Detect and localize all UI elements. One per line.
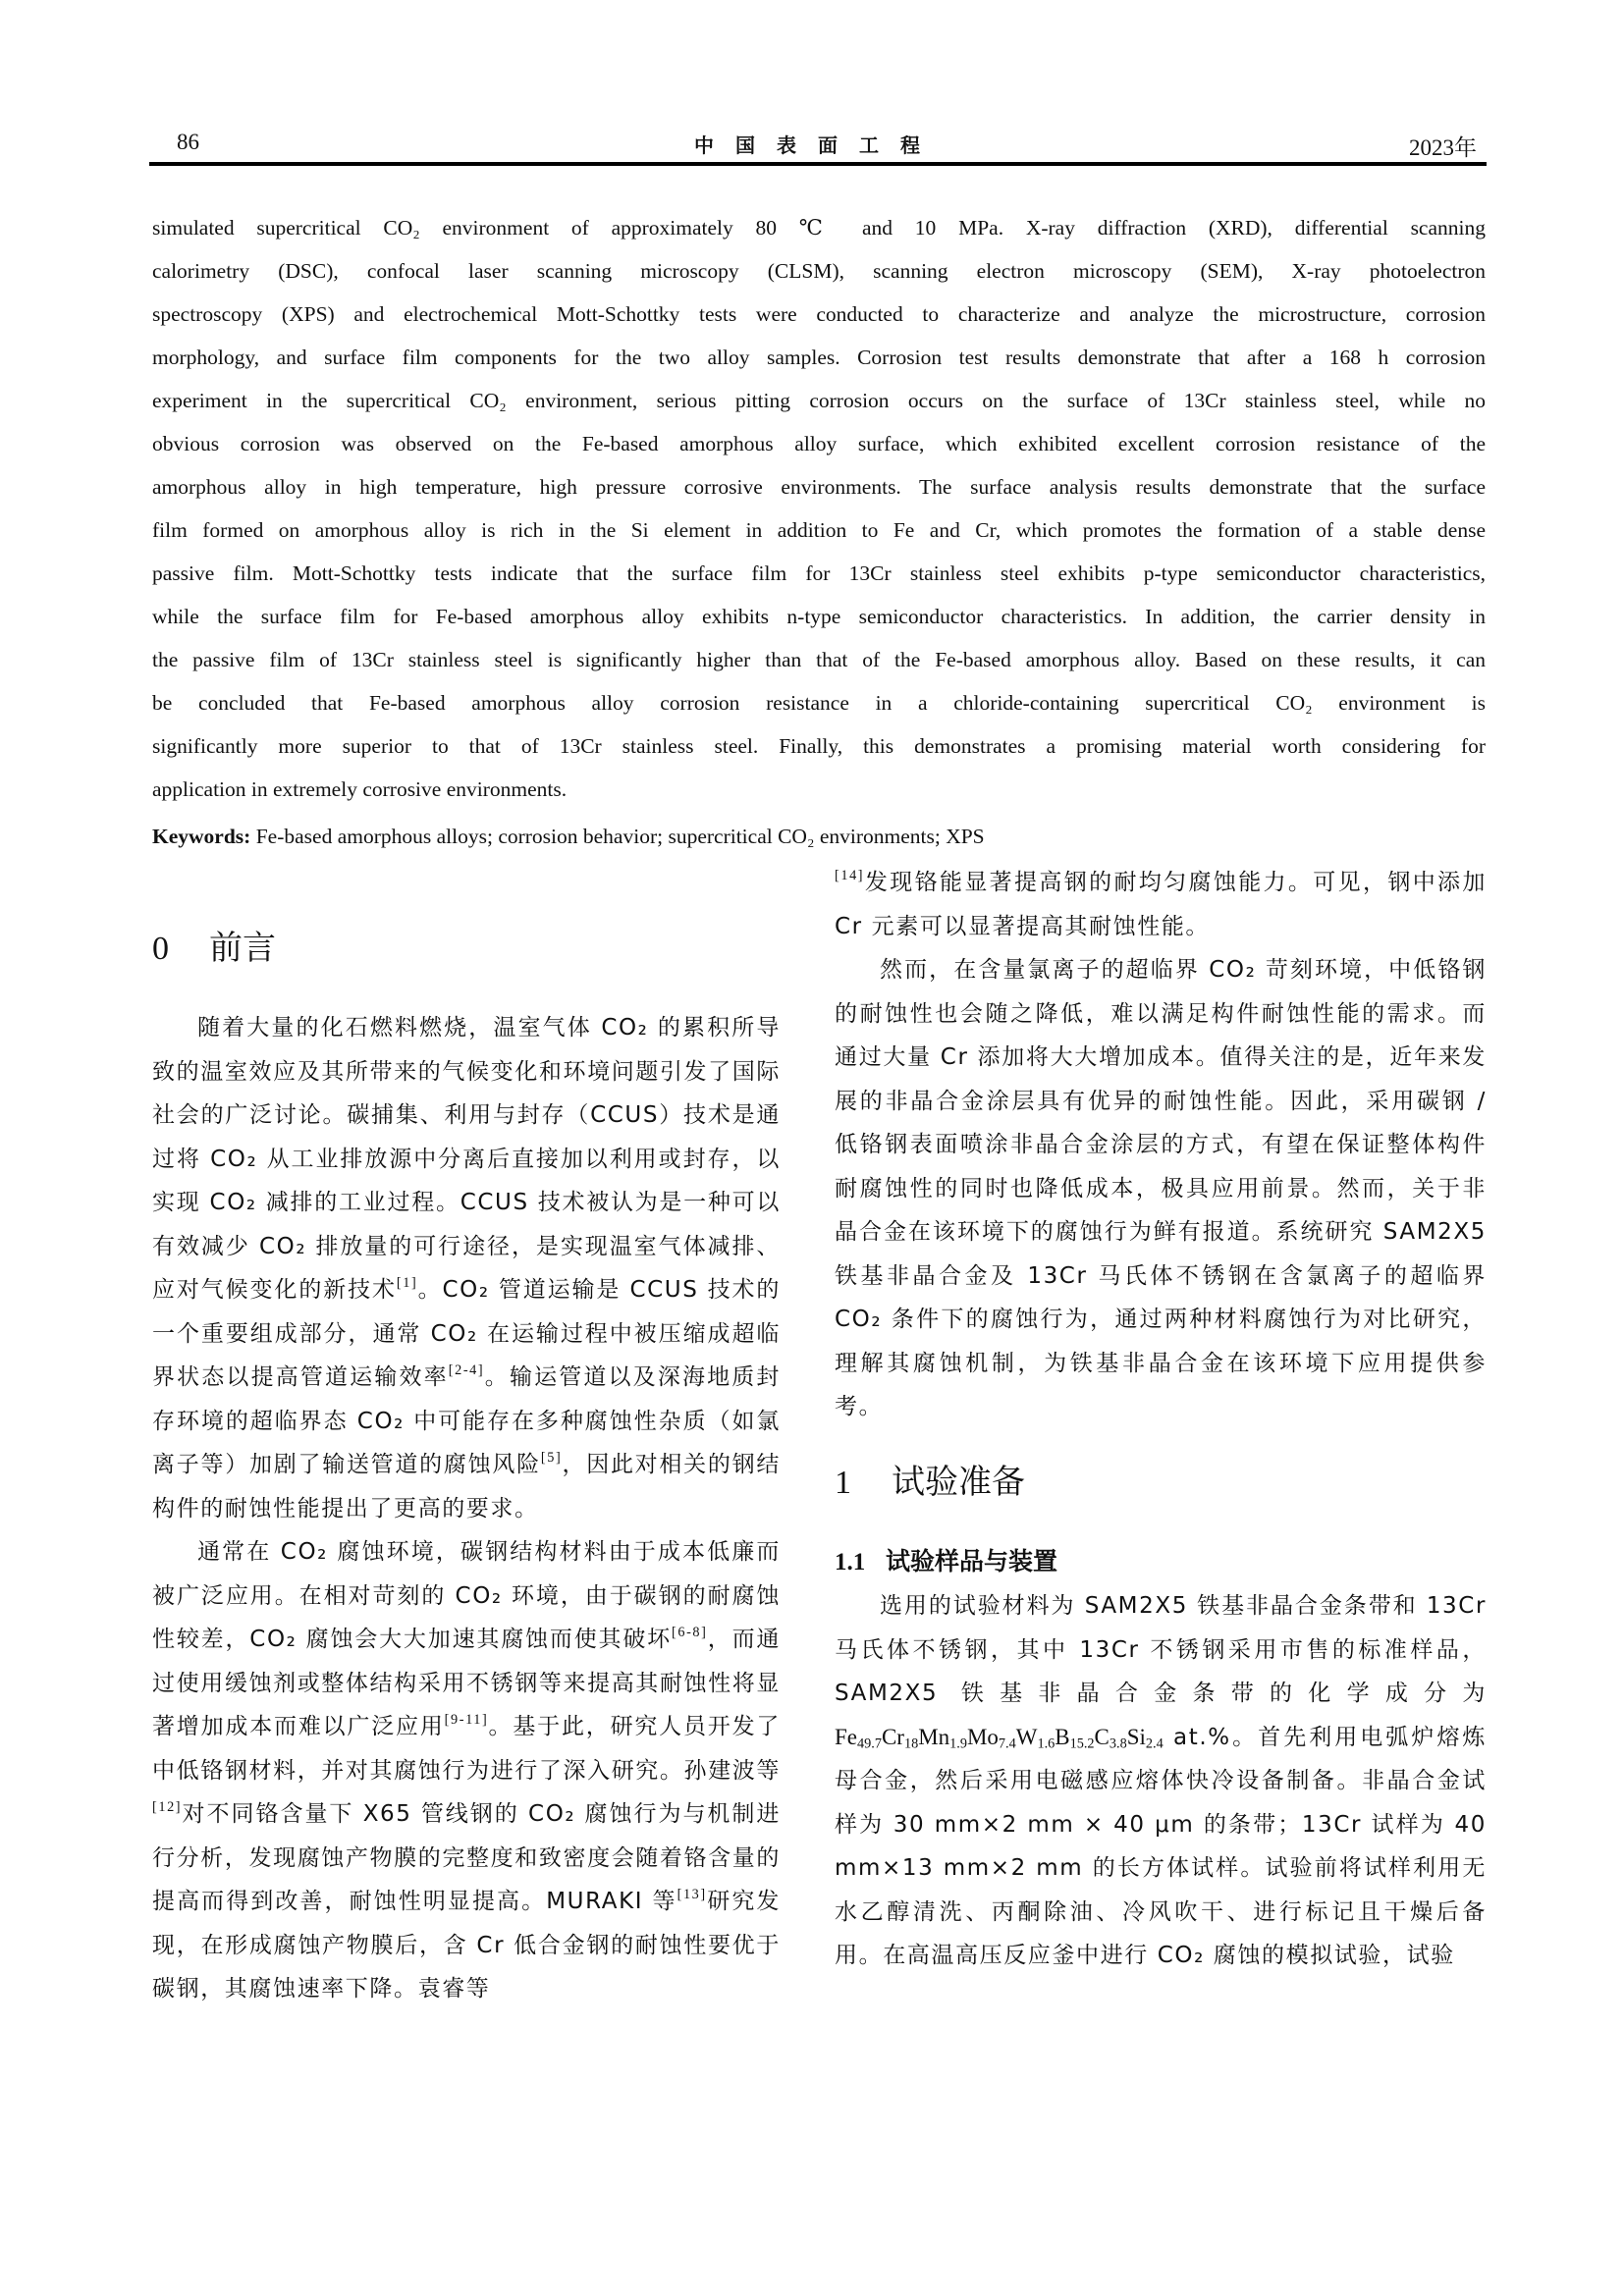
text-run: 然而，在含量氯离子的超临界 CO₂ 苛刻环境，中低铬钢的耐蚀性也会随之降低，难以满足构件耐蚀性能的需求。而通过大量 Cr 添加将大大增加成本。值得关注的是，近年来发展的非晶合金涂层具有优异的耐蚀性能。因此，采用碳钢 / 低铬钢表面喷涂非晶合金涂层的方式，有望在保证整体构件耐腐蚀性的同时也降低成本，极具应用前景。然而，关于非晶合金在该环境下的腐蚀行为鲜有报道。系统研究 SAM2X5 铁基非晶合金及 13Cr 马氏体不锈钢在含氯离子的超临界 CO₂ 条件下的腐蚀行为，通过两种材料腐蚀行为对比研究，理解其腐蚀机制，为铁基非晶合金在该环境下应用提供参考。 xyxy=(835,957,1487,1419)
abstract-line: calorimetry (DSC), confocal laser scanning microscopy (CLSM), scanning electron microscopy (SEM), X-ray photoelectron xyxy=(152,259,1486,283)
publication-year: 2023年 xyxy=(1409,135,1477,160)
abstract-line: simulated supercritical CO₂ environment of approximately 80 ℃ and 10 MPa. X-ray diffraction (XRD), differential scanning xyxy=(152,216,1486,240)
abstract-line: significantly more superior to that of 13Cr stainless steel. Finally, this demonstrates a promising material worth considering for xyxy=(152,734,1486,758)
abstract-line: film formed on amorphous alloy is rich in the Si element in addition to Fe and Cr, which promotes the formation of a stable dense xyxy=(152,518,1486,542)
section-number: 0 xyxy=(152,931,169,967)
citation[interactable]: [5] xyxy=(540,1450,563,1467)
paragraph xyxy=(152,1530,781,2011)
right-column xyxy=(835,861,1487,1978)
abstract-line: while the surface film for Fe-based amorphous alloy exhibits n-type semiconductor characteristics. In addition, the carrier density in xyxy=(152,605,1486,628)
header-rule xyxy=(149,162,1487,166)
keywords-text: Fe-based amorphous alloys; corrosion behavior; supercritical CO₂ environments; XPS xyxy=(255,825,985,848)
abstract-line: spectroscopy (XPS) and electrochemical Mott-Schottky tests were conducted to characterize and analyze the microstructure, corrosion xyxy=(152,302,1486,326)
english-abstract xyxy=(152,206,1486,811)
chemical-formula: $Fe_{49.7}Cr_{18}Mn_{1.9}Mo_{7.4}W_{1.6}B_{15.2}C_{3.8}Si_{2.4}$ xyxy=(835,1724,1164,1752)
citation[interactable]: [12] xyxy=(152,1799,183,1816)
citation[interactable]: [6-8] xyxy=(672,1625,708,1641)
text-run: 对不同铬含量下 X65 管线钢的 CO₂ 腐蚀行为与机制进行分析，发现腐蚀产物膜的完整度和致密度会随着铬含量的提高而得到改善，耐蚀性明显提高。MURAKI 等 xyxy=(152,1801,781,1914)
abstract-line: amorphous alloy in high temperature, high pressure corrosive environments. The surface analysis results demonstrate that the surface xyxy=(152,475,1486,499)
paragraph xyxy=(152,1006,781,1530)
text-run: 。输运管道以及深海地质封存环境的超临界态 CO₂ 中可能存在多种腐蚀性杂质（如氯离子等）加剧了输送管道的腐蚀风险 xyxy=(152,1364,781,1477)
section-heading-0 xyxy=(152,919,781,979)
text-run: 选用的试验材料为 SAM2X5 铁基非晶合金条带和 13Cr 马氏体不锈钢，其中 13Cr 不锈钢采用市售的标准样品，SAM2X5 铁基非晶合金条带的化学成分为 xyxy=(835,1593,1487,1706)
text-run: 。基于此，研究人员开发了中低铬钢材料，并对其腐蚀行为进行了深入研究。孙建波等 xyxy=(152,1714,781,1784)
citation[interactable]: [14] xyxy=(835,868,865,884)
text-run: ，而通过使用缓蚀剂或整体结构采用不锈钢等来提高其耐蚀性将显著增加成本而难以广泛应用 xyxy=(152,1627,781,1739)
abstract-line: the passive film of 13Cr stainless steel is significantly higher than that of the Fe-based amorphous alloy. Based on these results, it can xyxy=(152,648,1486,671)
text-run: ，因此对相关的钢结构件的耐蚀性能提出了更高的要求。 xyxy=(152,1452,781,1522)
abstract-line: obvious corrosion was observed on the Fe-based amorphous alloy surface, which exhibited excellent corrosion resistance of the xyxy=(152,432,1486,455)
paragraph-continued xyxy=(835,861,1487,948)
keywords-label: Keywords: xyxy=(152,825,251,848)
page-number: 86 xyxy=(177,130,199,154)
citation[interactable]: [1] xyxy=(396,1275,418,1292)
text-run: 发现铬能显著提高钢的耐均匀腐蚀能力。可见，钢中添加 Cr 元素可以显著提高其耐蚀性能。 xyxy=(835,870,1487,939)
citation[interactable]: [9-11] xyxy=(444,1712,489,1729)
paragraph xyxy=(835,1584,1487,1978)
text-run: 通常在 CO₂ 腐蚀环境，碳钢结构材料由于成本低廉而被广泛应用。在相对苛刻的 CO₂ 环境，由于碳钢的耐腐蚀性较差，CO₂ 腐蚀会大大加速其腐蚀而使其破坏 xyxy=(152,1539,781,1652)
keywords xyxy=(152,815,1486,858)
text-run: 随着大量的化石燃料燃烧，温室气体 CO₂ 的累积所导致的温室效应及其所带来的气候变化和环境问题引发了国际社会的广泛讨论。碳捕集、利用与封存（CCUS）技术是通过将 CO₂ 从工业排放源中分离后直接加以利用或封存，以实现 CO₂ 减排的工业过程。CCUS 技术被认为是一种可以有效减少 CO₂ 排放量的可行途径，是实现温室气体减排、应对气候变化的新技术 xyxy=(152,1015,781,1303)
abstract-line: be concluded that Fe-based amorphous alloy corrosion resistance in a chloride-containing supercritical CO₂ environment is xyxy=(152,691,1486,715)
left-column xyxy=(152,911,781,2011)
section-title: 试验准备 xyxy=(892,1462,1025,1502)
abstract-line: passive film. Mott-Schottky tests indicate that the surface film for 13Cr stainless steel exhibits p-type semiconductor characteristics, xyxy=(152,561,1486,585)
running-header xyxy=(149,126,1487,165)
paragraph xyxy=(835,948,1487,1429)
subsection-heading-1-1 xyxy=(835,1540,1487,1585)
text-run: at.%。首先利用电弧炉熔炼母合金，然后采用电磁感应熔体快冷设备制备。非晶合金试样为 30 mm×2 mm × 40 μm 的条带；13Cr 试样为 40 mm×13 mm×2 mm 的长方体试样。试验前将试样利用无水乙醇清洗、丙酮除油、冷风吹干、进行标记且干燥后备用。在高温高压反应釜中进行 CO₂ 腐蚀的模拟试验，试验 xyxy=(835,1724,1487,1968)
section-heading-1 xyxy=(835,1453,1487,1513)
text-run: 研究发现，在形成腐蚀产物膜后，含 Cr 低合金钢的耐蚀性要优于碳钢，其腐蚀速率下降。袁睿等 xyxy=(152,1889,781,2002)
citation[interactable]: [2-4] xyxy=(448,1362,485,1379)
text-run: 。CO₂ 管道运输是 CCUS 技术的一个重要组成部分，通常 CO₂ 在运输过程中被压缩成超临界状态以提高管道运输效率 xyxy=(152,1277,782,1390)
section-title: 前言 xyxy=(209,929,276,968)
subsection-number: 1.1 xyxy=(835,1548,866,1575)
abstract-line: experiment in the supercritical CO₂ environment, serious pitting corrosion occurs on the surface of 13Cr stainless steel, while no xyxy=(152,389,1486,412)
abstract-line: morphology, and surface film components for the two alloy samples. Corrosion test results demonstrate that after a 168 h corrosion xyxy=(152,346,1486,369)
journal-title: 中国表面工程 xyxy=(694,133,942,157)
citation[interactable]: [13] xyxy=(677,1887,707,1903)
section-number: 1 xyxy=(835,1464,851,1501)
abstract-line: application in extremely corrosive environments. xyxy=(152,777,568,801)
subsection-title: 试验样品与装置 xyxy=(886,1546,1058,1575)
